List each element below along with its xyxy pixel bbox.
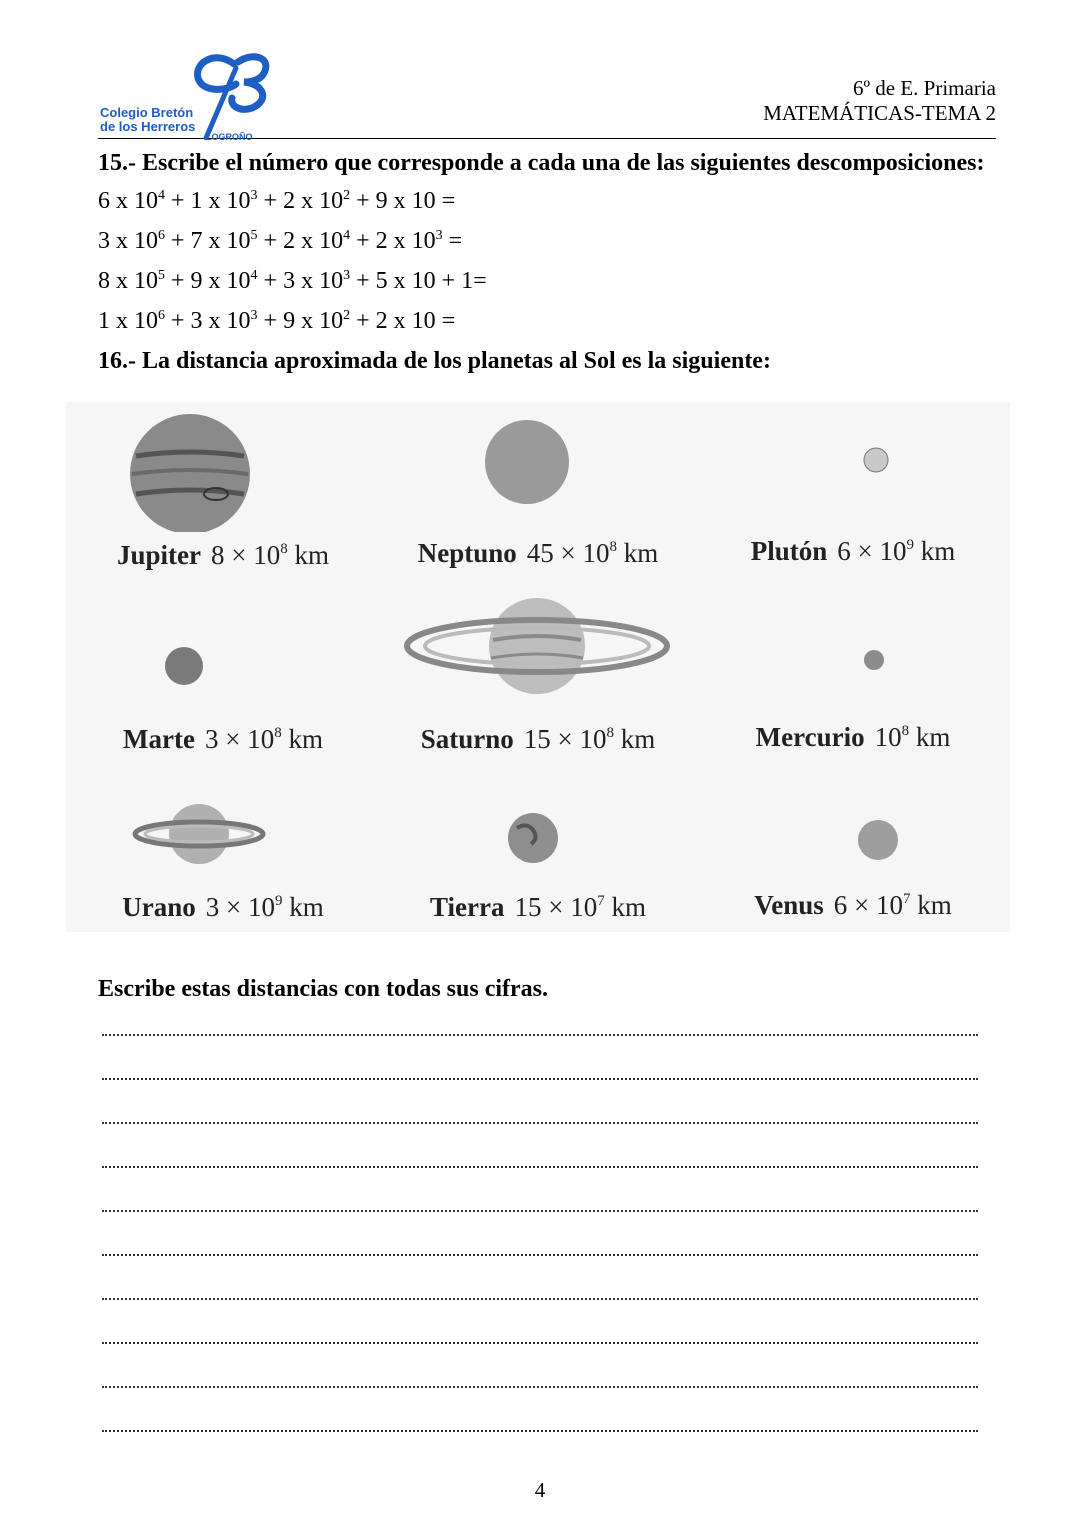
page-number: 4: [534, 1478, 546, 1502]
expr-text: 1 x 10: [98, 308, 158, 334]
planet-coef: 45 × 10: [526, 538, 610, 568]
planet-coef: 3 × 10: [204, 724, 275, 754]
expr-exponent: 5: [158, 268, 165, 283]
page-header: [98, 40, 996, 142]
planet-coef: 10: [874, 722, 902, 752]
planet-coef: 3 × 10: [205, 892, 275, 922]
planet-coef: 6 × 10: [833, 890, 903, 920]
expr-exponent: 3: [250, 188, 258, 203]
expr-text: 6 x 10: [98, 188, 158, 214]
planet-card: [66, 588, 380, 764]
expr-exponent: 3: [343, 268, 351, 283]
planet-name: Venus: [754, 890, 824, 920]
planet-name: Saturno: [420, 724, 514, 754]
planet-card: [381, 774, 695, 950]
expr-exponent: 6: [158, 228, 165, 243]
planet-card: [696, 402, 1010, 578]
expr-text: + 1 x 10: [165, 188, 251, 214]
instruction-text: Escribe estas distancias con todas sus cifras.: [98, 976, 549, 1002]
planet-unit: km: [282, 892, 324, 922]
course-info: [763, 76, 996, 126]
expression-3: [98, 268, 487, 295]
planet-exp: 8: [901, 723, 910, 739]
planet-label: [696, 890, 1010, 921]
planet-card: [381, 402, 695, 578]
logo-school-name: Colegio Bretón de los Herreros: [100, 105, 196, 134]
expr-text: + 5 x 10 + 1=: [350, 268, 487, 294]
expr-text: + 7 x 10: [165, 228, 251, 254]
answer-line: [102, 1074, 978, 1080]
earth-icon: [381, 774, 695, 894]
expr-text: + 2 x 10: [350, 228, 436, 254]
planet-unit: km: [604, 892, 646, 922]
subject-label: MATEMÁTICAS-TEMA 2: [763, 101, 996, 125]
planet-name: Mercurio: [755, 722, 865, 752]
answer-line: [102, 1030, 978, 1036]
planet-exp: 7: [903, 891, 911, 907]
planet-unit: km: [910, 890, 952, 920]
planet-name: Plutón: [750, 536, 828, 566]
planet-name: Jupiter: [117, 540, 201, 570]
planet-name: Urano: [122, 892, 196, 922]
planet-coef: 8 × 10: [211, 540, 281, 570]
planet-label: [66, 892, 380, 923]
planet-label: [381, 892, 695, 923]
expression-1: [98, 188, 455, 215]
planet-exp: 9: [274, 893, 283, 909]
answer-line: [102, 1294, 978, 1300]
planet-label: [381, 538, 695, 569]
planet-figure: [66, 402, 1010, 932]
logo-city: LOGROÑO: [206, 132, 253, 142]
school-logo: [98, 48, 278, 142]
planet-exp: 8: [609, 539, 617, 555]
answer-line: [102, 1162, 978, 1168]
expr-exponent: 4: [250, 268, 258, 283]
expr-exponent: 4: [158, 188, 165, 203]
mercury-icon: [696, 588, 1010, 718]
expr-text: =: [442, 228, 463, 254]
expr-text: + 9 x 10: [257, 308, 344, 334]
uranus-icon: [66, 774, 380, 894]
planet-card: [696, 774, 1010, 950]
expr-text: + 2 x 10: [257, 188, 344, 214]
planet-unit: km: [281, 724, 323, 754]
expr-exponent: 2: [343, 188, 351, 203]
planet-exp: 8: [280, 541, 288, 557]
answer-line: [102, 1118, 978, 1124]
planet-name: Tierra: [430, 892, 505, 922]
expr-text: + 9 x 10 =: [350, 188, 456, 214]
grade-label: 6º de E. Primaria: [853, 76, 996, 100]
planet-exp: 7: [597, 893, 605, 909]
expr-exponent: 4: [343, 228, 351, 243]
question-15-title: 15.- Escribe el número que corresponde a cada una de las siguientes descomposiciones:: [98, 150, 985, 176]
planet-exp: 9: [906, 537, 914, 553]
expr-exponent: 3: [250, 308, 258, 323]
answer-line: [102, 1206, 978, 1212]
planet-unit: km: [909, 722, 951, 752]
pluto-icon: [696, 402, 1010, 532]
expr-text: + 2 x 10 =: [350, 308, 456, 334]
planet-unit: km: [914, 536, 956, 566]
jupiter-icon: [66, 402, 380, 532]
answer-line: [102, 1382, 978, 1388]
planet-card: [696, 588, 1010, 764]
planet-card: [381, 588, 695, 764]
expr-exponent: 6: [158, 308, 165, 323]
neptune-icon: [381, 402, 695, 532]
planet-card: [66, 774, 380, 950]
answer-line: [102, 1426, 978, 1432]
planet-exp: 8: [606, 725, 614, 741]
planet-name: Neptuno: [417, 538, 517, 568]
venus-icon: [696, 774, 1010, 894]
planet-coef: 15 × 10: [523, 724, 607, 754]
expression-2: [98, 228, 462, 255]
planet-label: [696, 536, 1010, 567]
logo-mark-icon: [186, 48, 276, 140]
saturn-icon: [381, 588, 695, 718]
answer-line: [102, 1338, 978, 1344]
expr-text: + 3 x 10: [257, 268, 344, 294]
expr-text: + 3 x 10: [165, 308, 251, 334]
expr-text: 3 x 10: [98, 228, 158, 254]
planet-coef: 6 × 10: [837, 536, 907, 566]
planet-label: [66, 540, 380, 571]
planet-label: [381, 724, 695, 755]
planet-card: [66, 402, 380, 578]
planet-name: Marte: [123, 724, 195, 754]
planet-label: [696, 722, 1010, 753]
expr-exponent: 3: [435, 228, 443, 243]
expr-exponent: 2: [343, 308, 351, 323]
answer-line: [102, 1250, 978, 1256]
expr-text: + 2 x 10: [257, 228, 344, 254]
planet-label: [66, 724, 380, 755]
expr-exponent: 5: [250, 228, 258, 243]
planet-unit: km: [614, 724, 656, 754]
expression-4: [98, 308, 455, 335]
mars-icon: [66, 588, 380, 718]
expr-text: + 9 x 10: [165, 268, 251, 294]
planet-unit: km: [287, 540, 329, 570]
planet-exp: 8: [274, 725, 282, 741]
question-16-title: 16.- La distancia aproximada de los planetas al Sol es la siguiente:: [98, 348, 771, 374]
expr-text: 8 x 10: [98, 268, 158, 294]
planet-unit: km: [617, 538, 659, 568]
planet-coef: 15 × 10: [514, 892, 598, 922]
